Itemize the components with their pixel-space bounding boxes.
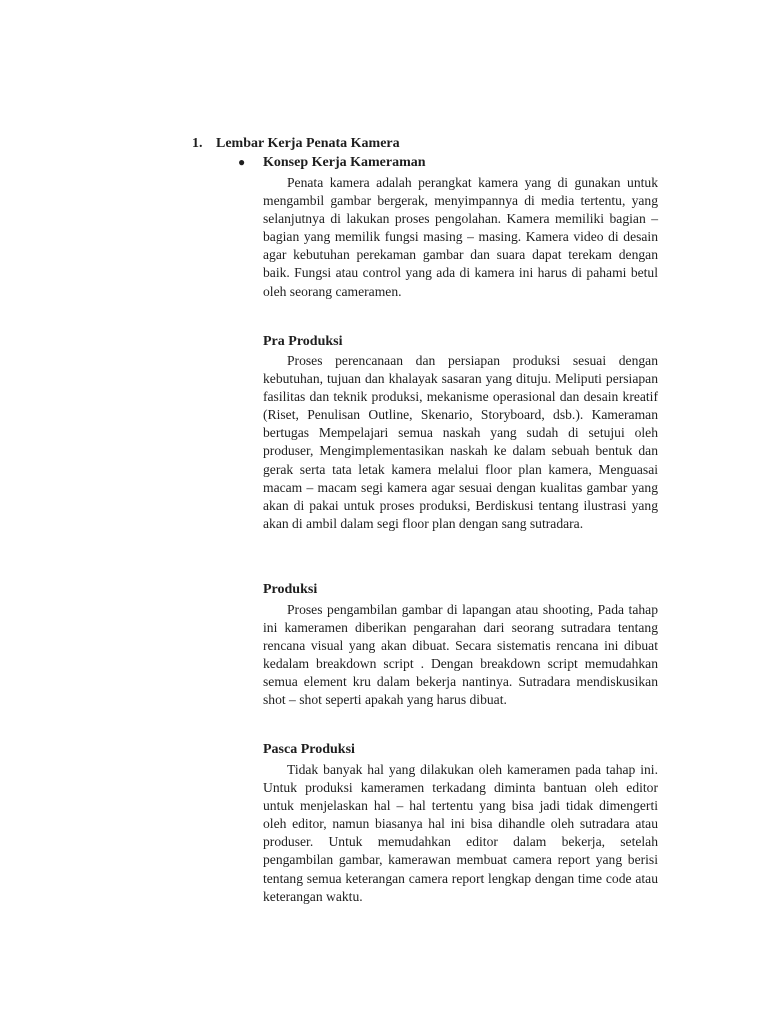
intro-paragraph: Penata kamera adalah perangkat kamera yang di gunakan untuk mengambil gambar bergerak, menyimpannya di media tertentu, yang selanjutnya di lakukan proses pengolahan. Kamera memiliki bagian – bagian yang memilik fungsi masing – masing. Kamera video di desain agar kebutuhan perekaman gambar dan suara dapat terekam dengan baik. Fungsi atau control yang ada di kamera ini harus di pahami betul oleh seorang cameramen.	[263, 175, 658, 299]
bullet-icon: ●	[238, 155, 246, 169]
bullet-heading	[238, 155, 426, 171]
section-title: Lembar Kerja Penata Kamera	[216, 136, 400, 151]
pasca-produksi-block	[263, 761, 658, 906]
pasca-produksi-heading: Pasca Produksi	[263, 742, 355, 757]
pasca-produksi-paragraph: Tidak banyak hal yang dilakukan oleh kameramen pada tahap ini. Untuk produksi kameramen terkadang diminta bantuan oleh editor untuk menjelaskan hal – hal tertentu yang bisa jadi tidak dimengerti oleh editor, namun biasanya hal ini bisa dihandle oleh sutradara atau produser. Untuk memudahkan editor dalam bekerja, setelah pengambilan gambar, kamerawan membuat camera report yang berisi tentang semua keterangan camera report lengkap dengan time code atau keterangan waktu.	[263, 762, 658, 904]
produksi-paragraph: Proses pengambilan gambar di lapangan atau shooting, Pada tahap ini kameramen diberikan pengarahan dari seorang sutradara tentang rencana visual yang akan dibuat. Secara sistematis rencana ini dibuat kedalam breakdown script . Dengan breakdown script memudahkan semua element kru dalam bekerja nantinya. Sutradara mendiskusikan shot – shot seperti apakah yang harus dibuat.	[263, 602, 658, 708]
produksi-block	[263, 601, 658, 710]
intro-block	[263, 174, 658, 301]
pra-produksi-block	[263, 352, 658, 533]
bullet-title: Konsep Kerja Kameraman	[263, 155, 426, 170]
pra-produksi-paragraph: Proses perencanaan dan persiapan produksi sesuai dengan kebutuhan, tujuan dan khalayak sasaran yang dituju. Meliputi persiapan fasilitas dan teknik produksi, mekanisme operasional dan desain kreatif (Riset, Penulisan Outline, Skenario, Storyboard, dsb.). Kameraman bertugas Mempelajari semua naskah yang sudah di setujui oleh produser, Mengimplementasikan naskah ke dalam sebuah bentuk dan gerak serta tata letak kamera melalui floor plan kamera, Menguasai macam – macam segi kamera agar sesuai dengan kualitas gambar yang akan di pakai untuk proses produksi, Berdiskusi tentang ilustrasi yang akan di ambil dalam segi floor plan dengan sang sutradara.	[263, 353, 658, 531]
pra-produksi-heading: Pra Produksi	[263, 334, 343, 349]
produksi-heading: Produksi	[263, 582, 318, 597]
section-number: 1.	[192, 136, 203, 151]
section-heading	[192, 136, 400, 152]
